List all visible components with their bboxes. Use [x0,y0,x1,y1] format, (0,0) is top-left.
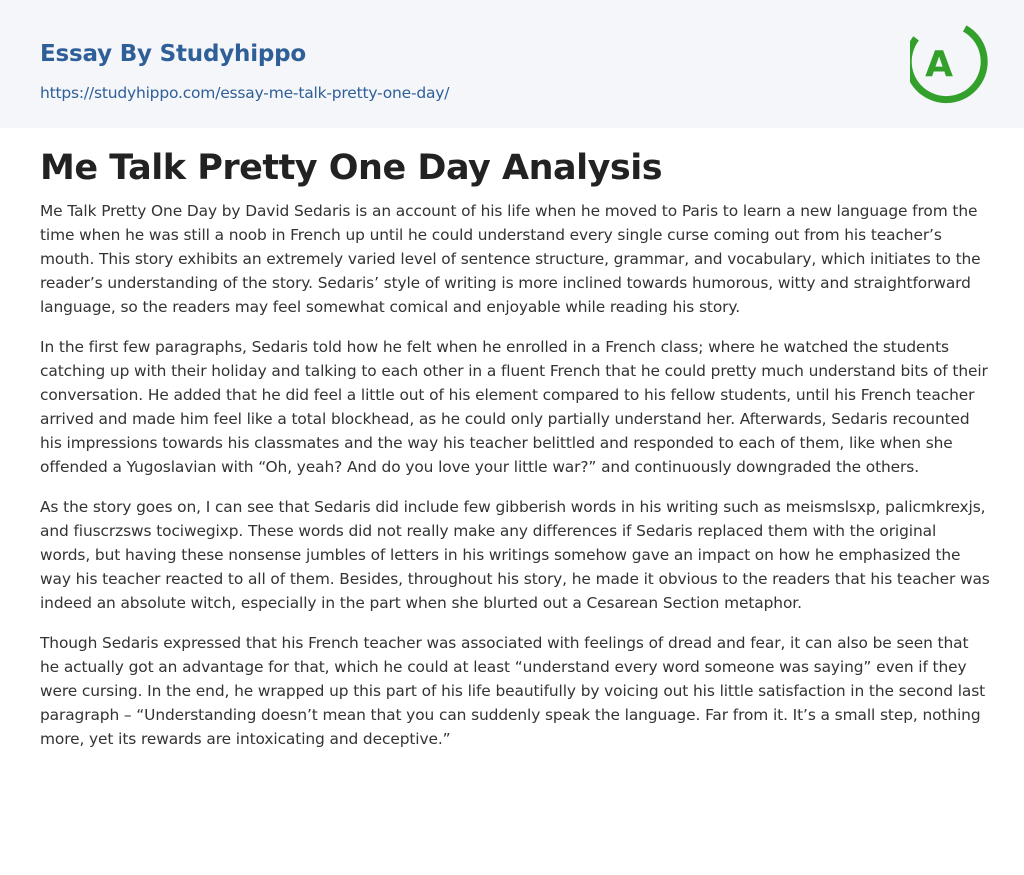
article-paragraph: As the story goes on, I can see that Sedaris did include few gibberish words in his writing such as meismslsxp, palicmkrexjs, and fiuscrzsws tociwegixp. These words did not really make any differences if Sedaris replaced them with the original words, but having these nonsense jumbles of letters in his writings somehow gave an impact on how he emphasized the way his teacher reacted to all of them. Besides, throughout his story, he made it obvious to the readers that his teacher was indeed an absolute witch, especially in the part when she blurted out a Cesarean Section metaphor. [40,498,990,612]
site-header [0,0,1024,128]
article-paragraph: Me Talk Pretty One Day by David Sedaris is an account of his life when he moved to Paris to learn a new language from the time when he was still a noob in French up until he could understand every single curse coming out from his teacher’s mouth. This story exhibits an extremely varied level of sentence structure, grammar, and vocabulary, which initiates to the reader’s understanding of the story. Sedaris’ style of writing is more inclined towards humorous, witty and straightforward language, so the readers may feel somewhat comical and enjoyable while reading his story. [40,202,981,316]
article-paragraph: Though Sedaris expressed that his French teacher was associated with feelings of dread and fear, it can also be seen that he actually got an advantage for that, which he could at least “understand every word someone was saying” even if they were cursing. In the end, he wrapped up this part of his life beautifully by voicing out his little satisfaction in the second last paragraph – “Understanding doesn’t mean that you can suddenly speak the language. Far from it. It’s a small step, nothing more, yet its rewards are intoxicating and deceptive.” [40,634,986,748]
article-title: Me Talk Pretty One Day Analysis [40,148,663,188]
article-paragraph: In the first few paragraphs, Sedaris told how he felt when he enrolled in a French class; where he watched the students catching up with their holiday and talking to each other in a fluent French that he could pretty much understand bits of their conversation. He added that he did feel a little out of his element compared to his fellow students, until his French teacher arrived and made him feel like a total blockhead, as he could only partially understand her. Afterwards, Sedaris recounted his impressions towards his classmates and the way his teacher belittled and responded to each of them, like when she offended a Yugoslavian with “Oh, yeah? And do you love your little war?” and continuously downgraded the others. [40,338,988,476]
article [40,145,990,767]
logo-letter: A [925,44,953,85]
studyhippo-logo[interactable] [910,18,988,106]
essay-url-link[interactable]: https://studyhippo.com/essay-me-talk-pretty-one-day/ [40,84,450,102]
site-brand[interactable]: Essay By Studyhippo [40,41,307,67]
